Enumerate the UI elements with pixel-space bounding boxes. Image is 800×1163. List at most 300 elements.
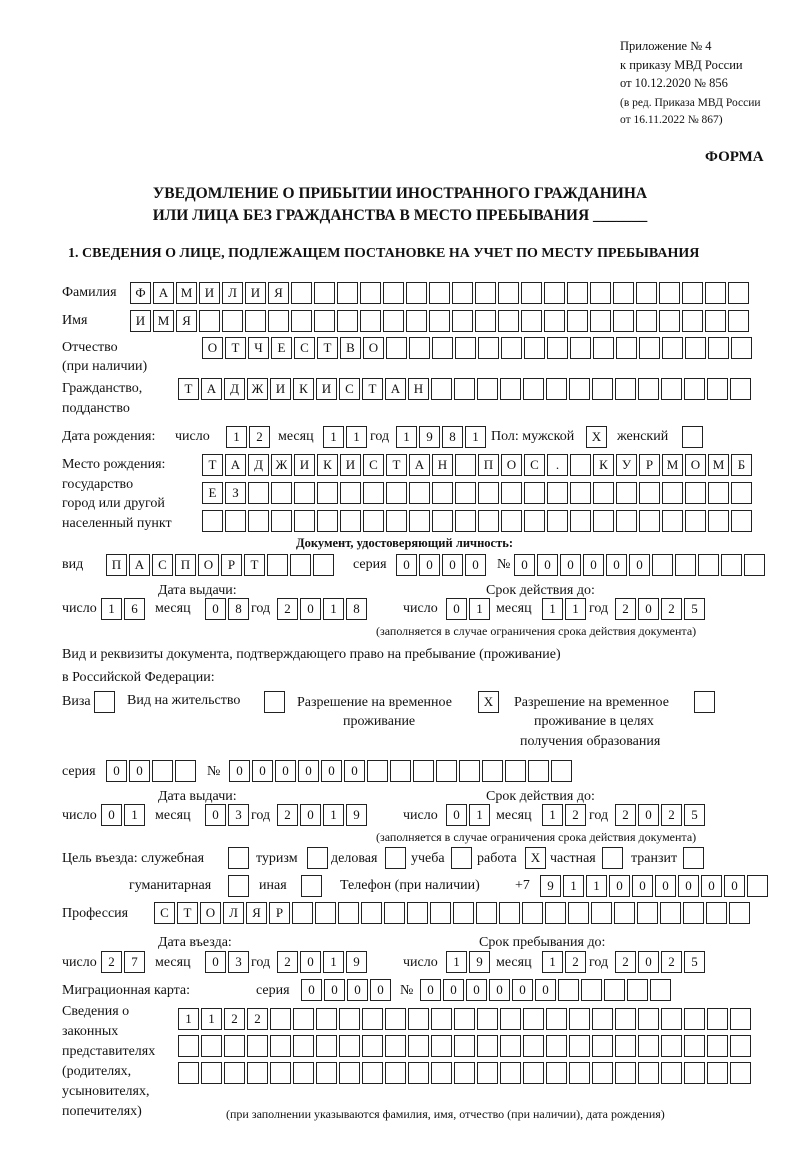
representatives-field[interactable] [178,1062,753,1084]
char-cell[interactable] [301,875,322,897]
char-cell[interactable] [175,760,196,782]
stay-day-field[interactable] [446,951,492,973]
char-cell[interactable]: А [201,378,222,400]
char-cell[interactable] [455,337,476,359]
char-cell[interactable] [478,482,499,504]
char-cell[interactable]: О [501,454,522,476]
char-cell[interactable] [362,1062,383,1084]
char-cell[interactable] [294,510,315,532]
char-cell[interactable] [522,902,543,924]
surname-field[interactable] [130,282,751,304]
char-cell[interactable]: И [199,282,220,304]
char-cell[interactable] [731,337,752,359]
patronymic-field[interactable] [202,337,754,359]
char-cell[interactable] [228,847,249,869]
char-cell[interactable] [604,979,625,1001]
char-cell[interactable] [406,310,427,332]
char-cell[interactable] [705,310,726,332]
char-cell[interactable]: 1 [586,875,607,897]
char-cell[interactable]: Ж [247,378,268,400]
char-cell[interactable] [547,510,568,532]
char-cell[interactable]: 5 [684,951,705,973]
char-cell[interactable]: 0 [300,804,321,826]
char-cell[interactable] [675,554,696,576]
char-cell[interactable] [264,691,285,713]
char-cell[interactable]: 0 [370,979,391,1001]
char-cell[interactable] [570,482,591,504]
char-cell[interactable] [501,510,522,532]
char-cell[interactable] [523,1008,544,1030]
char-cell[interactable] [546,1008,567,1030]
char-cell[interactable]: 2 [661,804,682,826]
char-cell[interactable]: О [198,554,219,576]
char-cell[interactable]: 1 [542,951,563,973]
char-cell[interactable]: Т [386,454,407,476]
char-cell[interactable] [338,902,359,924]
char-cell[interactable] [546,378,567,400]
char-cell[interactable] [477,1008,498,1030]
char-cell[interactable] [270,1062,291,1084]
char-cell[interactable] [615,1035,636,1057]
char-cell[interactable]: 0 [347,979,368,1001]
char-cell[interactable] [360,282,381,304]
char-cell[interactable] [558,979,579,1001]
char-cell[interactable]: Т [225,337,246,359]
char-cell[interactable]: 0 [101,804,122,826]
char-cell[interactable]: 0 [106,760,127,782]
issue-year-field[interactable] [277,598,369,620]
char-cell[interactable] [590,310,611,332]
char-cell[interactable] [636,282,657,304]
char-cell[interactable]: Р [639,454,660,476]
char-cell[interactable]: 1 [469,598,490,620]
char-cell[interactable]: О [202,337,223,359]
char-cell[interactable] [385,847,406,869]
char-cell[interactable]: 2 [277,951,298,973]
char-cell[interactable] [268,310,289,332]
char-cell[interactable]: 0 [446,598,467,620]
char-cell[interactable] [661,1035,682,1057]
char-cell[interactable] [547,482,568,504]
char-cell[interactable] [291,310,312,332]
char-cell[interactable] [683,847,704,869]
char-cell[interactable]: А [129,554,150,576]
char-cell[interactable] [730,1008,751,1030]
char-cell[interactable] [523,1062,544,1084]
char-cell[interactable]: 1 [323,598,344,620]
char-cell[interactable] [455,482,476,504]
char-cell[interactable] [501,337,522,359]
char-cell[interactable]: 0 [512,979,533,1001]
char-cell[interactable] [316,1035,337,1057]
char-cell[interactable]: 1 [446,951,467,973]
char-cell[interactable] [638,1008,659,1030]
issue-month-field[interactable] [205,804,251,826]
trp-checkbox[interactable] [478,691,501,713]
char-cell[interactable] [454,1008,475,1030]
char-cell[interactable]: С [152,554,173,576]
char-cell[interactable]: Д [224,378,245,400]
char-cell[interactable] [451,847,472,869]
char-cell[interactable] [569,1008,590,1030]
id-kind-field[interactable] [106,554,336,576]
char-cell[interactable] [459,760,480,782]
char-cell[interactable]: 0 [629,554,650,576]
stay-month-field[interactable] [542,951,588,973]
char-cell[interactable] [452,282,473,304]
char-cell[interactable] [452,310,473,332]
char-cell[interactable]: 0 [535,979,556,1001]
char-cell[interactable] [340,482,361,504]
char-cell[interactable] [528,760,549,782]
char-cell[interactable]: 1 [323,426,344,448]
char-cell[interactable] [500,1035,521,1057]
char-cell[interactable] [413,760,434,782]
char-cell[interactable] [721,554,742,576]
char-cell[interactable]: 0 [655,875,676,897]
char-cell[interactable]: 1 [226,426,247,448]
char-cell[interactable] [316,1008,337,1030]
char-cell[interactable]: Т [178,378,199,400]
char-cell[interactable]: Ф [130,282,151,304]
char-cell[interactable]: П [478,454,499,476]
char-cell[interactable] [409,337,430,359]
char-cell[interactable]: 2 [661,951,682,973]
char-cell[interactable]: 0 [638,951,659,973]
char-cell[interactable] [524,510,545,532]
char-cell[interactable] [202,510,223,532]
char-cell[interactable] [662,337,683,359]
char-cell[interactable] [545,902,566,924]
char-cell[interactable]: 0 [205,598,226,620]
char-cell[interactable]: У [616,454,637,476]
char-cell[interactable] [592,378,613,400]
char-cell[interactable]: А [225,454,246,476]
char-cell[interactable] [430,902,451,924]
migration-number-field[interactable] [420,979,673,1001]
char-cell[interactable]: 1 [346,426,367,448]
char-cell[interactable]: Ч [248,337,269,359]
entry-month-field[interactable] [205,951,251,973]
right-number-field[interactable] [229,760,574,782]
char-cell[interactable]: 1 [542,598,563,620]
char-cell[interactable]: И [294,454,315,476]
char-cell[interactable] [224,1062,245,1084]
issue-month-field[interactable] [205,598,251,620]
char-cell[interactable]: 0 [443,979,464,1001]
char-cell[interactable] [317,510,338,532]
char-cell[interactable] [638,378,659,400]
char-cell[interactable] [730,1035,751,1057]
char-cell[interactable] [383,310,404,332]
char-cell[interactable] [682,426,703,448]
char-cell[interactable] [407,902,428,924]
char-cell[interactable]: О [363,337,384,359]
char-cell[interactable] [228,875,249,897]
char-cell[interactable]: Н [432,454,453,476]
char-cell[interactable] [247,1035,268,1057]
char-cell[interactable]: И [316,378,337,400]
char-cell[interactable] [567,282,588,304]
char-cell[interactable]: 0 [537,554,558,576]
char-cell[interactable] [94,691,115,713]
char-cell[interactable]: 0 [205,951,226,973]
char-cell[interactable]: 0 [638,598,659,620]
char-cell[interactable] [708,337,729,359]
char-cell[interactable] [523,1035,544,1057]
char-cell[interactable] [569,1035,590,1057]
issue-year-field[interactable] [277,804,369,826]
char-cell[interactable]: 0 [301,979,322,1001]
char-cell[interactable]: 0 [252,760,273,782]
char-cell[interactable] [478,510,499,532]
char-cell[interactable]: 0 [609,875,630,897]
char-cell[interactable] [569,378,590,400]
birth-year-field[interactable] [396,426,488,448]
char-cell[interactable]: 0 [632,875,653,897]
char-cell[interactable] [313,554,334,576]
id-series-field[interactable] [396,554,488,576]
char-cell[interactable] [500,1008,521,1030]
char-cell[interactable] [362,1008,383,1030]
char-cell[interactable] [222,310,243,332]
char-cell[interactable] [271,510,292,532]
char-cell[interactable] [685,510,706,532]
char-cell[interactable] [639,482,660,504]
char-cell[interactable] [499,902,520,924]
char-cell[interactable] [455,454,476,476]
char-cell[interactable] [661,1008,682,1030]
char-cell[interactable] [639,510,660,532]
purpose-humanitarian-checkbox[interactable] [228,875,251,897]
char-cell[interactable]: М [153,310,174,332]
right-series-field[interactable] [106,760,198,782]
char-cell[interactable] [613,282,634,304]
char-cell[interactable] [729,902,750,924]
char-cell[interactable] [337,310,358,332]
name-field[interactable] [130,310,751,332]
char-cell[interactable]: Т [317,337,338,359]
char-cell[interactable] [178,1035,199,1057]
char-cell[interactable] [367,760,388,782]
trp-education-checkbox[interactable] [694,691,717,713]
char-cell[interactable] [385,1008,406,1030]
char-cell[interactable] [615,1062,636,1084]
char-cell[interactable] [637,902,658,924]
char-cell[interactable] [362,1035,383,1057]
char-cell[interactable] [152,760,173,782]
char-cell[interactable]: М [662,454,683,476]
char-cell[interactable] [267,554,288,576]
char-cell[interactable]: 1 [178,1008,199,1030]
issue-day-field[interactable] [101,598,147,620]
char-cell[interactable] [730,1062,751,1084]
char-cell[interactable]: 1 [565,598,586,620]
char-cell[interactable]: 8 [346,598,367,620]
char-cell[interactable] [501,482,522,504]
char-cell[interactable] [316,1062,337,1084]
char-cell[interactable] [662,482,683,504]
char-cell[interactable] [307,847,328,869]
char-cell[interactable] [431,378,452,400]
char-cell[interactable]: 9 [346,951,367,973]
char-cell[interactable]: 2 [615,804,636,826]
char-cell[interactable] [317,482,338,504]
char-cell[interactable] [409,482,430,504]
char-cell[interactable]: Л [223,902,244,924]
char-cell[interactable] [592,1062,613,1084]
char-cell[interactable] [614,902,635,924]
char-cell[interactable] [731,510,752,532]
char-cell[interactable]: 8 [442,426,463,448]
char-cell[interactable] [591,902,612,924]
char-cell[interactable]: Т [244,554,265,576]
char-cell[interactable]: М [708,454,729,476]
char-cell[interactable]: 0 [465,554,486,576]
purpose-other-checkbox[interactable] [301,875,324,897]
char-cell[interactable] [406,282,427,304]
char-cell[interactable]: 6 [124,598,145,620]
char-cell[interactable] [639,337,660,359]
char-cell[interactable]: 2 [249,426,270,448]
valid-day-field[interactable] [446,804,492,826]
char-cell[interactable] [271,482,292,504]
char-cell[interactable] [199,310,220,332]
char-cell[interactable]: И [130,310,151,332]
char-cell[interactable]: 0 [560,554,581,576]
purpose-business-checkbox[interactable] [385,847,408,869]
char-cell[interactable] [408,1035,429,1057]
char-cell[interactable] [602,847,623,869]
char-cell[interactable]: 0 [446,804,467,826]
char-cell[interactable] [707,378,728,400]
char-cell[interactable] [684,1035,705,1057]
char-cell[interactable]: С [294,337,315,359]
char-cell[interactable] [661,1062,682,1084]
char-cell[interactable]: 0 [583,554,604,576]
char-cell[interactable] [178,1062,199,1084]
char-cell[interactable] [383,282,404,304]
char-cell[interactable]: С [339,378,360,400]
char-cell[interactable]: 1 [201,1008,222,1030]
char-cell[interactable]: 1 [124,804,145,826]
char-cell[interactable] [478,337,499,359]
char-cell[interactable] [363,510,384,532]
char-cell[interactable] [294,482,315,504]
purpose-private-checkbox[interactable] [602,847,625,869]
char-cell[interactable]: 2 [277,804,298,826]
char-cell[interactable] [708,510,729,532]
char-cell[interactable] [339,1008,360,1030]
char-cell[interactable]: Б [731,454,752,476]
char-cell[interactable]: 1 [396,426,417,448]
representatives-field[interactable] [178,1008,753,1030]
char-cell[interactable]: И [340,454,361,476]
valid-day-field[interactable] [446,598,492,620]
birth-month-field[interactable] [323,426,369,448]
char-cell[interactable]: Я [246,902,267,924]
char-cell[interactable] [524,482,545,504]
char-cell[interactable] [731,482,752,504]
char-cell[interactable] [385,1035,406,1057]
char-cell[interactable] [339,1062,360,1084]
char-cell[interactable]: 0 [129,760,150,782]
char-cell[interactable]: Я [268,282,289,304]
birth-place-field[interactable] [202,482,754,504]
char-cell[interactable]: 0 [205,804,226,826]
char-cell[interactable] [314,310,335,332]
char-cell[interactable]: . [547,454,568,476]
char-cell[interactable]: 2 [615,951,636,973]
char-cell[interactable]: О [685,454,706,476]
char-cell[interactable] [592,1035,613,1057]
char-cell[interactable] [728,282,749,304]
char-cell[interactable]: 2 [277,598,298,620]
char-cell[interactable] [684,1062,705,1084]
birth-place-field[interactable] [202,454,754,476]
char-cell[interactable]: Е [202,482,223,504]
char-cell[interactable]: П [175,554,196,576]
char-cell[interactable] [455,510,476,532]
char-cell[interactable] [477,378,498,400]
valid-year-field[interactable] [615,598,707,620]
char-cell[interactable]: 1 [542,804,563,826]
issue-day-field[interactable] [101,804,147,826]
char-cell[interactable] [685,482,706,504]
char-cell[interactable] [384,902,405,924]
char-cell[interactable]: 1 [563,875,584,897]
char-cell[interactable] [432,510,453,532]
char-cell[interactable] [616,482,637,504]
char-cell[interactable]: 0 [724,875,745,897]
purpose-work-checkbox[interactable] [525,847,548,869]
char-cell[interactable] [521,310,542,332]
purpose-official-checkbox[interactable] [228,847,251,869]
char-cell[interactable] [340,510,361,532]
char-cell[interactable] [386,337,407,359]
male-checkbox[interactable] [586,426,609,448]
profession-field[interactable] [154,902,752,924]
char-cell[interactable] [592,1008,613,1030]
char-cell[interactable] [390,760,411,782]
char-cell[interactable] [547,337,568,359]
char-cell[interactable]: 0 [324,979,345,1001]
char-cell[interactable]: К [293,378,314,400]
char-cell[interactable]: П [106,554,127,576]
char-cell[interactable]: 1 [323,951,344,973]
char-cell[interactable] [728,310,749,332]
char-cell[interactable]: 2 [661,598,682,620]
char-cell[interactable]: 9 [419,426,440,448]
char-cell[interactable]: С [154,902,175,924]
char-cell[interactable] [708,482,729,504]
char-cell[interactable]: Т [362,378,383,400]
char-cell[interactable]: 5 [684,804,705,826]
char-cell[interactable]: О [200,902,221,924]
char-cell[interactable] [432,482,453,504]
char-cell[interactable]: М [176,282,197,304]
char-cell[interactable]: 8 [228,598,249,620]
char-cell[interactable] [661,378,682,400]
char-cell[interactable] [361,902,382,924]
char-cell[interactable]: 0 [300,951,321,973]
char-cell[interactable]: 0 [466,979,487,1001]
char-cell[interactable] [636,310,657,332]
char-cell[interactable] [386,482,407,504]
char-cell[interactable] [523,378,544,400]
char-cell[interactable] [684,1008,705,1030]
char-cell[interactable] [477,1035,498,1057]
